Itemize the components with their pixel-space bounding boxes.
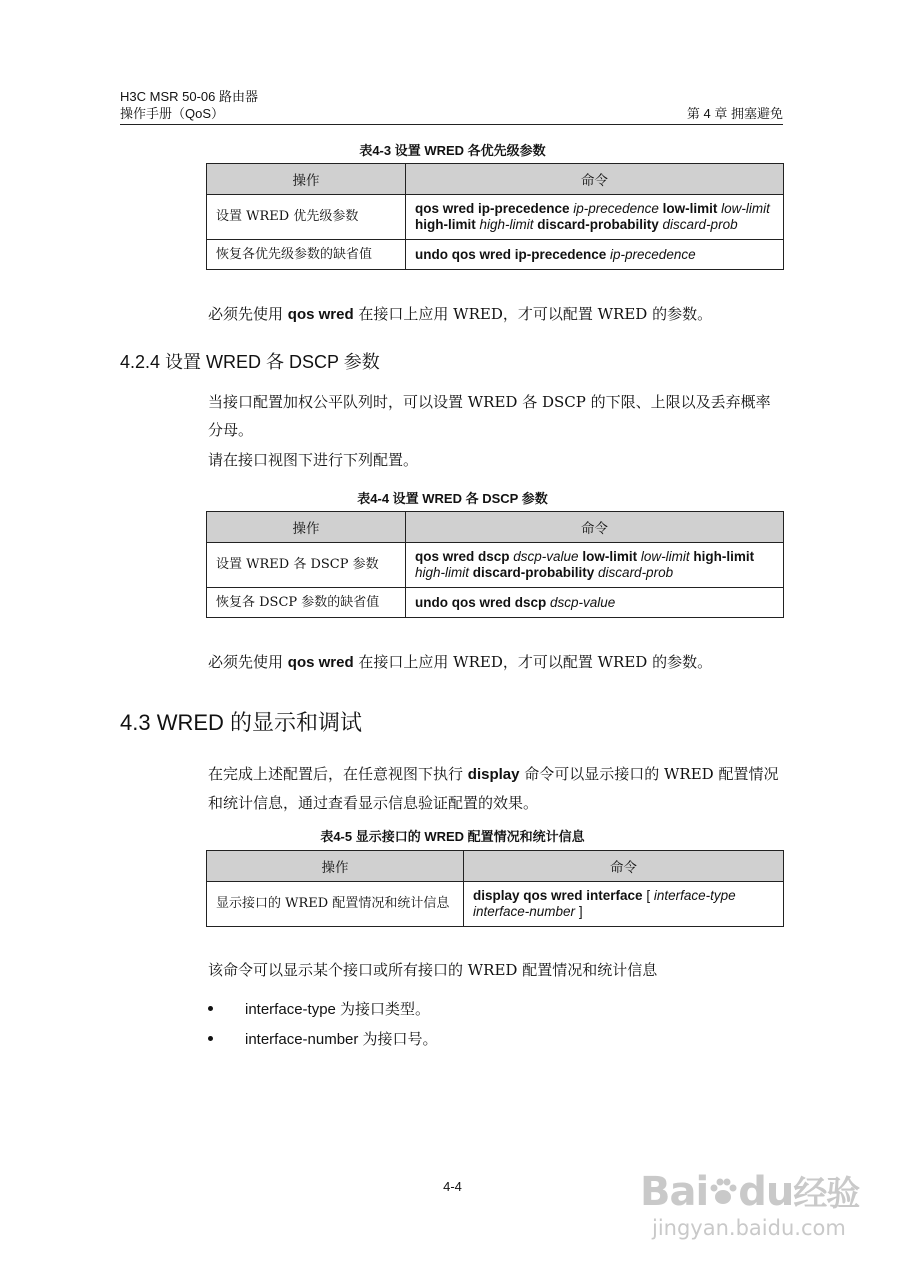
paw-icon bbox=[708, 1171, 738, 1201]
header-chapter: 第 4 章 拥塞避免 bbox=[686, 106, 783, 121]
header-rule bbox=[120, 124, 783, 125]
text-run: discard-prob bbox=[594, 565, 674, 580]
text-run: display bbox=[467, 766, 520, 783]
text-run: ip-precedence bbox=[606, 246, 696, 262]
text-run: 命令可以显示接口的 WRED 配置情况和统计信息，通过查看显示信息验证配置的效果。 bbox=[208, 765, 779, 812]
table1-row2-cmd bbox=[406, 240, 784, 270]
table1-row2-op: 恢复各优先级参数的缺省值 bbox=[207, 240, 406, 270]
page-number: 4-4 bbox=[443, 1179, 462, 1194]
table2-header-op: 操作 bbox=[207, 512, 406, 543]
text-run: ] bbox=[575, 904, 583, 919]
table3-header-cmd: 命令 bbox=[464, 851, 784, 882]
watermark-cn: 经验 bbox=[793, 1174, 860, 1214]
text-run: discard-probability bbox=[537, 217, 659, 232]
text-run: qos wred ip-precedence bbox=[415, 201, 570, 216]
text-run: ip-precedence bbox=[569, 201, 663, 216]
watermark-brand2: du bbox=[738, 1169, 794, 1215]
table1-header-op: 操作 bbox=[207, 164, 406, 195]
table3-header-op: 操作 bbox=[207, 851, 464, 882]
text-run: dscp-value bbox=[509, 549, 583, 564]
text-run: 必须先使用 bbox=[208, 653, 288, 671]
watermark-url: jingyan.baidu.com bbox=[652, 1216, 846, 1240]
section-4-2-4-heading: 4.2.4 设置 WRED 各 DSCP 参数 bbox=[120, 352, 380, 372]
bullet-text: interface-number 为接口号。 bbox=[245, 1031, 438, 1048]
para-4-3-intro bbox=[208, 760, 784, 817]
text-run: qos wred bbox=[287, 654, 354, 671]
bullet-dot-icon bbox=[208, 1006, 213, 1011]
table3-row1-op: 显示接口的 WRED 配置情况和统计信息 bbox=[207, 882, 464, 927]
table2 bbox=[206, 511, 784, 618]
text-run: undo qos wred dscp bbox=[415, 594, 547, 610]
text-run: high-limit bbox=[415, 217, 476, 232]
table1-caption: 表4-3 设置 WRED 各优先级参数 bbox=[359, 143, 546, 158]
text-run: undo qos wred ip-precedence bbox=[415, 246, 607, 262]
text-run: 在完成上述配置后，在任意视图下执行 bbox=[208, 765, 468, 783]
table1 bbox=[206, 163, 784, 270]
para-4-2-4-instruction: 请在接口视图下进行下列配置。 bbox=[208, 451, 419, 469]
table2-row2-cmd bbox=[406, 588, 784, 618]
table1-header-cmd: 命令 bbox=[406, 164, 784, 195]
text-run: qos wred dscp bbox=[415, 549, 510, 564]
text-run: 在接口上应用 WRED，才可以配置 WRED 的参数。 bbox=[353, 305, 713, 323]
watermark-brand: Bai bbox=[640, 1169, 709, 1215]
table2-header-cmd: 命令 bbox=[406, 512, 784, 543]
table2-row2-op: 恢复各 DSCP 参数的缺省值 bbox=[207, 588, 406, 618]
bullet-text: interface-type 为接口类型。 bbox=[245, 1001, 431, 1018]
text-run: interface-type interface-number bbox=[473, 888, 736, 919]
table3-row1-cmd bbox=[464, 882, 784, 927]
header-manual: 操作手册（QoS） bbox=[120, 106, 225, 121]
section-4-3-heading: 4.3 WRED 的显示和调试 bbox=[120, 710, 363, 735]
table3-caption: 表4-5 显示接口的 WRED 配置情况和统计信息 bbox=[320, 829, 585, 844]
text-run: 必须先使用 bbox=[208, 305, 288, 323]
table1-row1-cmd bbox=[406, 195, 784, 240]
para-after-table3: 该命令可以显示某个接口或所有接口的 WRED 配置情况和统计信息 bbox=[208, 961, 658, 979]
header-product: H3C MSR 50-06 路由器 bbox=[120, 89, 258, 104]
text-run: 在接口上应用 WRED，才可以配置 WRED 的参数。 bbox=[353, 653, 713, 671]
text-run: low-limit bbox=[662, 201, 718, 216]
para-4-2-4-intro: 当接口配置加权公平队列时，可以设置 WRED 各 DSCP 的下限、上限以及丢弃概率分母。 bbox=[208, 393, 771, 439]
bullet-dot-icon bbox=[208, 1036, 213, 1041]
text-run: [ bbox=[642, 888, 654, 903]
text-run: low-limit bbox=[582, 549, 638, 564]
baidu-watermark-logo bbox=[640, 1166, 859, 1215]
table2-caption: 表4-4 设置 WRED 各 DSCP 参数 bbox=[357, 491, 548, 506]
text-run: display qos wred interface bbox=[473, 888, 643, 903]
text-run: qos wred bbox=[287, 306, 354, 323]
text-run: discard-probability bbox=[472, 565, 595, 580]
text-run: high-limit bbox=[693, 549, 755, 564]
table1-row1-op: 设置 WRED 优先级参数 bbox=[207, 195, 406, 240]
text-run: dscp-value bbox=[546, 594, 616, 610]
text-run: high-limit bbox=[475, 217, 538, 232]
table2-row1-cmd bbox=[406, 543, 784, 588]
note1 bbox=[208, 300, 784, 329]
table3 bbox=[206, 850, 784, 927]
text-run: discard-prob bbox=[658, 217, 738, 232]
table2-row1-op: 设置 WRED 各 DSCP 参数 bbox=[207, 543, 406, 588]
note2 bbox=[208, 648, 784, 677]
text-run: low-limit bbox=[717, 201, 770, 216]
text-run: low-limit bbox=[637, 549, 694, 564]
text-run: high-limit bbox=[415, 565, 473, 580]
